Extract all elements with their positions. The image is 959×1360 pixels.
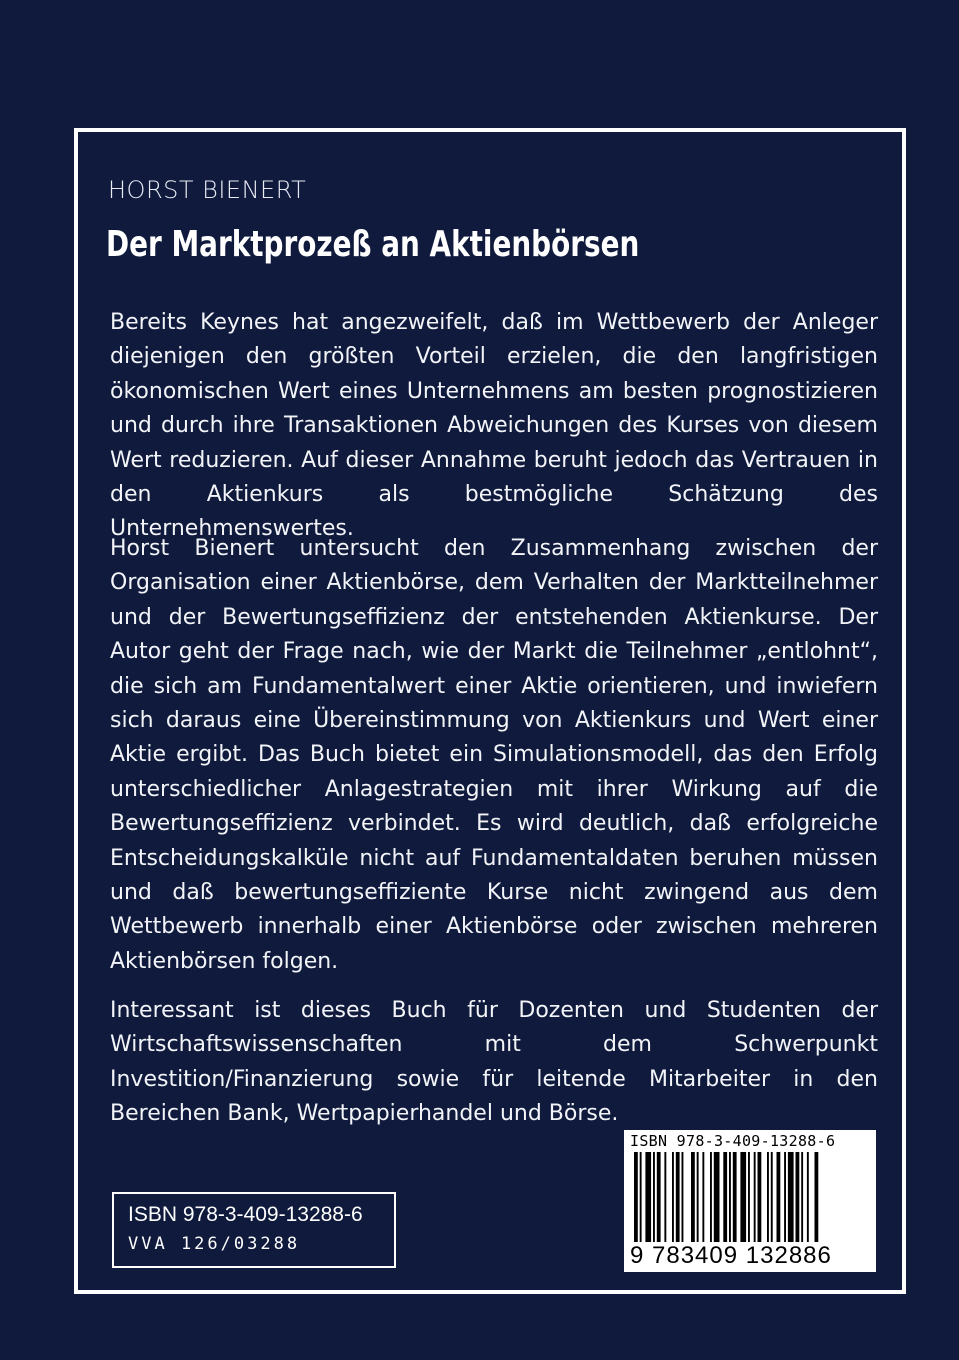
barcode-bar — [729, 1152, 731, 1244]
barcode-bar — [758, 1152, 762, 1244]
barcode-bar — [723, 1152, 727, 1244]
book-title: Der Marktprozeß an Aktienbörsen — [106, 224, 640, 265]
barcode-bar — [748, 1152, 750, 1244]
barcode-bar — [777, 1152, 781, 1244]
barcode-bar — [653, 1152, 655, 1244]
isbn-box — [112, 1192, 396, 1268]
barcode-bar — [740, 1152, 746, 1244]
barcode-bar — [697, 1152, 699, 1244]
author-name: HORST BIENERT — [108, 176, 307, 204]
barcode-bar — [676, 1152, 680, 1244]
barcode-bar — [801, 1152, 803, 1244]
barcode-bar — [754, 1152, 756, 1244]
isbn-text: ISBN 978-3-409-13288-6 — [128, 1203, 363, 1226]
barcode-bar — [710, 1152, 712, 1244]
barcode-bar — [767, 1152, 769, 1244]
barcode-bar — [691, 1152, 695, 1244]
barcode-bar — [807, 1152, 809, 1244]
barcode-bar — [657, 1152, 661, 1244]
barcode-bar — [634, 1152, 638, 1244]
barcode-bar — [771, 1152, 773, 1244]
barcode-bar — [672, 1152, 674, 1244]
barcode-isbn-label: ISBN 978-3-409-13288-6 — [630, 1132, 836, 1150]
blurb-paragraph-3: Interessant ist dieses Buch für Dozenten und Studenten der Wirtschaftswissenschaften mit dem Schwerpunkt Investition/Finanzierung sowie für leitende Mitarbeiter in den Bereichen Bank, Wertpapierhandel und Börse. — [110, 998, 878, 1127]
barcode-bar — [682, 1152, 684, 1244]
barcode-bar — [788, 1152, 794, 1244]
barcode-bar — [796, 1152, 800, 1244]
barcode-bar — [784, 1152, 786, 1244]
vva-code: VVA 126/03288 — [128, 1234, 301, 1254]
barcode-bar — [702, 1152, 704, 1244]
barcode-bar — [733, 1152, 737, 1244]
blurb-paragraph-1: Bereits Keynes hat angezweifelt, daß im Wettbewerb der Anleger diejenigen den größten Vorteil erzielen, die den langfristigen ökonomischen Wert eines Unternehmens am besten prognostizieren und durch ihre Transaktionen Abweichungen des Kurses von diesem Wert reduzieren. Auf dieser Annahme beruht jedoch das Vertrauen in den Aktienkurs als bestmögliche Schätzung des Unternehmenswertes. — [110, 310, 878, 542]
barcode-bar — [664, 1152, 666, 1244]
blurb-paragraph-2: Horst Bienert untersucht den Zusammenhang zwischen der Organisation einer Aktienbörse, dem Verhalten der Marktteilnehmer und der Bewertungseffizienz der entstehenden Aktienkurse. Der Autor geht der Frage nach, wie der Markt die Teilnehmer „entlohnt“, die sich am Fundamentalwert einer Aktie orientieren, und inwiefern sich daraus eine Übereinstimmung von Aktienkurs und Wert einer Aktie ergibt. Das Buch bietet ein Simulationsmodell, das den Erfolg unterschiedlicher Anlagestrategien mit ihrer Wirkung auf die Bewertungseffizienz verbindet. Es wird deutlich, daß erfolgreiche Entscheidungskalküle nicht auf Fundamentaldaten beruhen müssen und daß bewertungseffiziente Kurse nicht zwingend aus dem Wettbewerb innerhalb einer Aktienbörse oder zwischen mehreren Aktienbörsen folgen. — [110, 536, 878, 974]
barcode — [624, 1130, 876, 1272]
barcode-bar — [714, 1152, 720, 1244]
barcode-number: 9 783409 132886 — [630, 1242, 832, 1269]
barcode-bar — [640, 1152, 642, 1244]
barcode-bar — [815, 1152, 819, 1244]
barcode-bars — [630, 1152, 870, 1244]
barcode-bar — [645, 1152, 651, 1244]
